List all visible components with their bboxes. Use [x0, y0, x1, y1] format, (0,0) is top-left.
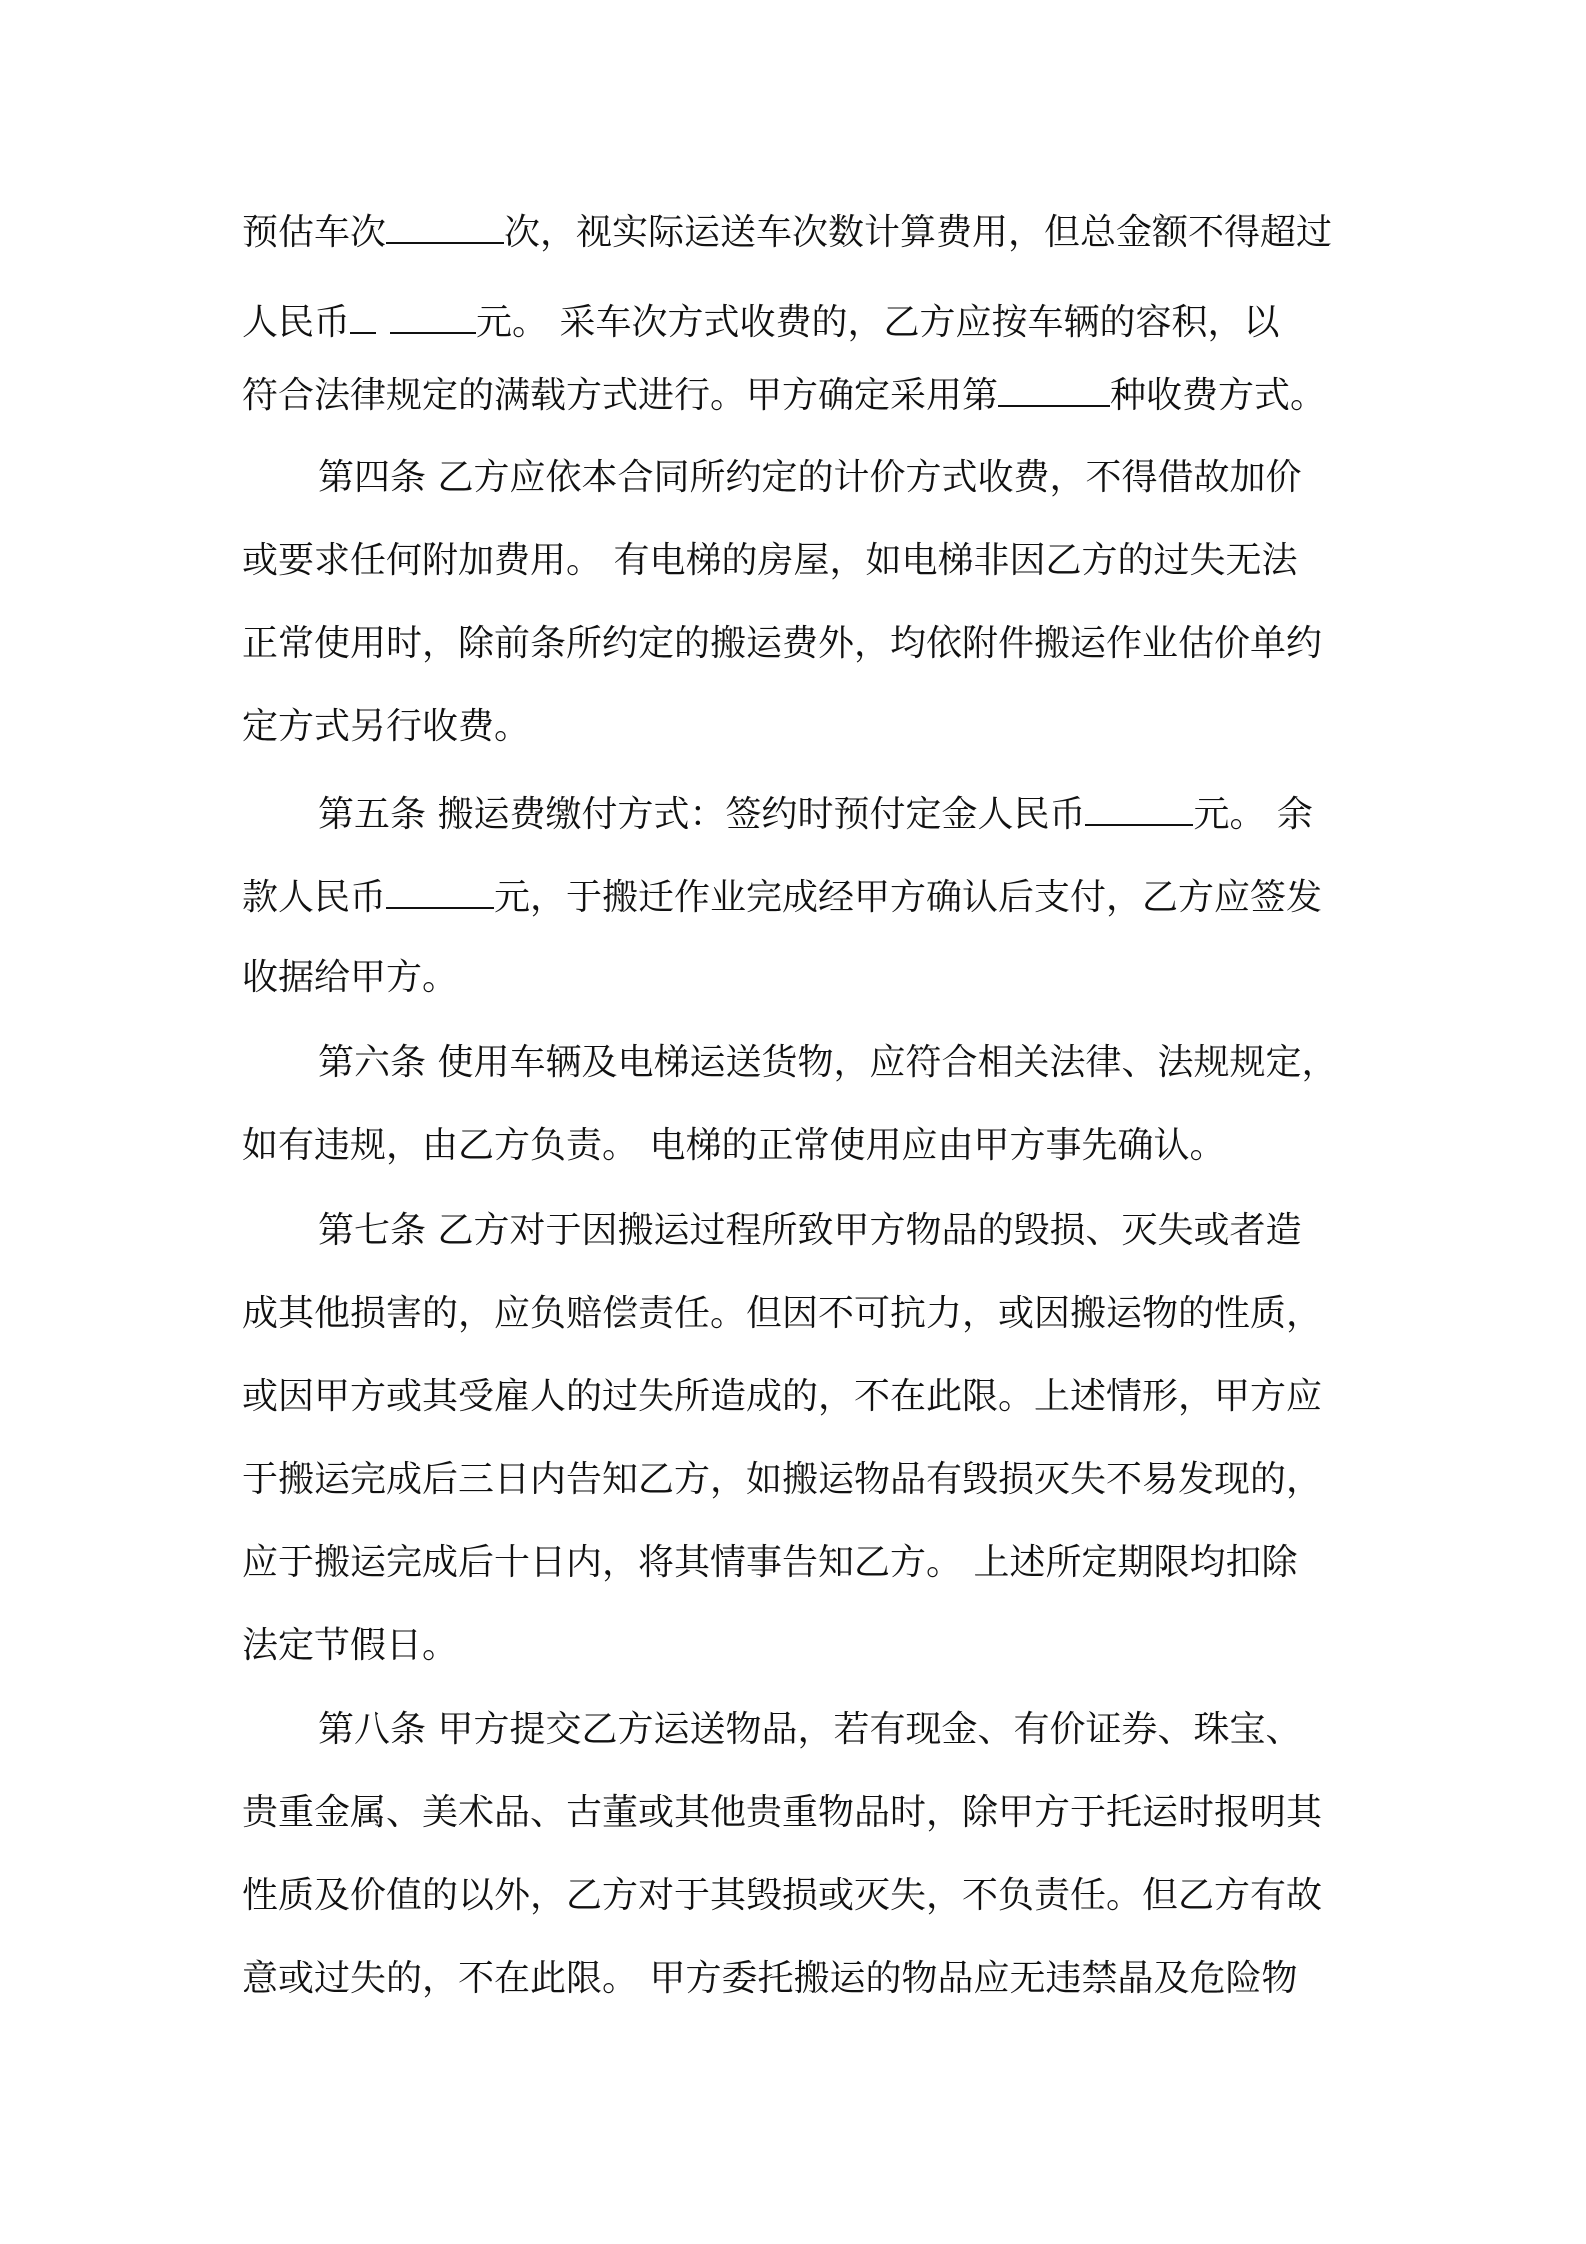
- text-line: [318, 1201, 1438, 1261]
- blank-field: [350, 290, 376, 334]
- text-segment: 第七条 乙方对于因搬运过程所致甲方物品的毁损、灭失或者造: [318, 1210, 1302, 1251]
- text-segment: 定方式另行收费。: [242, 706, 531, 747]
- text-segment: 种收费方式。: [1110, 375, 1327, 416]
- text-line: [318, 1033, 1438, 1093]
- text-segment: 应于搬运完成后十日内，将其情事告知乙方。 上述所定期限均扣除: [242, 1542, 1298, 1583]
- text-segment: 第五条 搬运费缴付方式：签约时预付定金人民币: [318, 794, 1086, 835]
- text-line: [242, 1450, 1362, 1510]
- text-line: [242, 697, 1362, 757]
- text-segment: 符合法律规定的满载方式进行。甲方确定采用第: [242, 375, 999, 416]
- text-line: [242, 948, 1362, 1008]
- text-line: [318, 1700, 1438, 1760]
- blank-field: [386, 865, 494, 909]
- text-segment: 第六条 使用车辆及电梯运送货物，应符合相关法律、法规规定，: [318, 1042, 1338, 1083]
- text-segment: 成其他损害的，应负赔偿责任。但因不可抗力，或因搬运物的性质，: [242, 1293, 1323, 1334]
- text-line: [242, 1367, 1362, 1427]
- text-segment: 于搬运完成后三日内告知乙方，如搬运物品有毁损灭失不易发现的，: [242, 1459, 1323, 1500]
- text-line: [242, 1116, 1362, 1176]
- text-segment: 款人民币: [242, 877, 387, 918]
- blank-field: [390, 290, 476, 334]
- text-segment: 意或过失的，不在此限。 甲方委托搬运的物品应无违禁晶及危险物: [242, 1958, 1298, 1999]
- text-segment: 贵重金属、美术品、古董或其他贵重物品时，除甲方于托运时报明其: [242, 1792, 1323, 1833]
- text-segment: 预估车次: [242, 212, 387, 253]
- text-segment: 次，视实际运送车次数计算费用，但总金额不得超过: [504, 212, 1333, 253]
- text-line: [242, 1616, 1362, 1676]
- text-line: [318, 782, 1438, 842]
- text-segment: 或要求任何附加费用。 有电梯的房屋，如电梯非因乙方的过失无法: [242, 540, 1298, 581]
- text-line: [242, 200, 1362, 260]
- text-line: [242, 290, 1362, 350]
- text-segment: 元。 采车次方式收费的，乙方应按车辆的容积，以: [476, 302, 1280, 343]
- text-segment: 正常使用时，除前条所约定的搬运费外，均依附件搬运作业估价单约: [242, 623, 1323, 664]
- blank-field: [1085, 782, 1193, 826]
- text-segment: 或因甲方或其受雇人的过失所造成的，不在此限。上述情形，甲方应: [242, 1376, 1323, 1417]
- text-line: [318, 448, 1438, 508]
- blank-field: [386, 200, 504, 244]
- text-segment: 人民币: [242, 302, 351, 343]
- text-line: [242, 1783, 1362, 1843]
- text-segment: 收据给甲方。: [242, 957, 459, 998]
- text-line: [242, 865, 1362, 925]
- text-line: [242, 1533, 1362, 1593]
- text-segment: 性质及价值的以外，乙方对于其毁损或灭失，不负责任。但乙方有故: [242, 1875, 1323, 1916]
- text-segment: 第八条 甲方提交乙方运送物品，若有现金、有价证券、珠宝、: [318, 1709, 1302, 1750]
- text-line: [242, 531, 1362, 591]
- text-line: [242, 1284, 1362, 1344]
- text-segment: 如有违规，由乙方负责。 电梯的正常使用应由甲方事先确认。: [242, 1125, 1226, 1166]
- text-segment: 元。 余: [1193, 794, 1313, 835]
- text-segment: 法定节假日。: [242, 1625, 459, 1666]
- text-line: [242, 1949, 1362, 2009]
- blank-field: [998, 363, 1110, 407]
- text-line: [242, 1866, 1362, 1926]
- text-segment: 第四条 乙方应依本合同所约定的计价方式收费，不得借故加价: [318, 457, 1302, 498]
- text-line: [242, 614, 1362, 674]
- text-line: [242, 363, 1362, 423]
- text-segment: 元，于搬迁作业完成经甲方确认后支付，乙方应签发: [494, 877, 1323, 918]
